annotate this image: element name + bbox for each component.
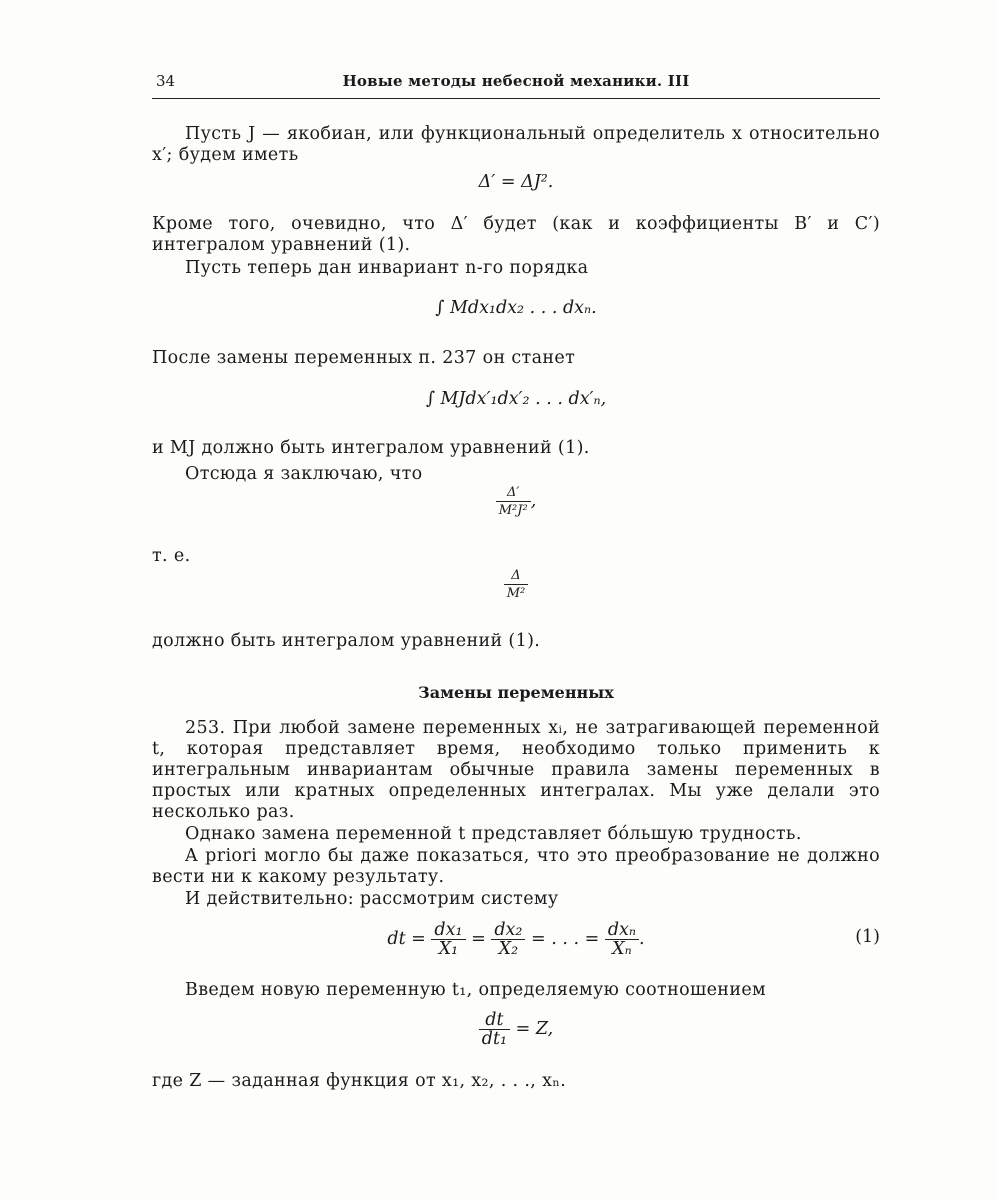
formula-ratio-delta [152, 567, 880, 602]
paragraph-section-253: 253. При любой замене переменных xᵢ, не затрагивающей переменной t, которая представляет время, необходимо только применить к интегральным инвариантам обычные правила замены переменных в простых или кратных определенных интегралах. Мы уже делали это несколько раз. [152, 718, 880, 822]
formula-ellipsis: = . . . = [531, 929, 600, 949]
fraction-denominator: X₂ [498, 939, 519, 959]
running-title: Новые методы небесной механики. III [342, 72, 690, 90]
page-number: 34 [156, 72, 176, 90]
paragraph-difficulty: Однако замена переменной t представляет бо́льшую трудность. [185, 824, 802, 844]
fraction-denominator: Xₙ [612, 939, 632, 959]
formula-equals: = [471, 929, 486, 949]
equation-number: (1) [855, 927, 880, 947]
formula-tail: = Z, [515, 1019, 554, 1039]
fraction-delta [504, 567, 529, 602]
formula-punctuation: . [639, 929, 645, 949]
paragraph-new-variable: Введем новую переменную t₁, определяемую соотношением [185, 980, 767, 1000]
formula-punctuation: , [530, 491, 537, 511]
fraction-dx2-x2 [491, 921, 525, 958]
paragraph-after-change: После замены переменных п. 237 он станет [152, 348, 576, 368]
paragraph-ie: т. е. [152, 546, 191, 566]
paragraph-invariant: Пусть теперь дан инвариант n-го порядка [185, 258, 589, 278]
paragraph-consider-system: И действительно: рассмотрим систему [185, 889, 559, 909]
paragraph-mj-integral: и MJ должно быть интегралом уравнений (1). [152, 438, 590, 458]
fraction-denominator: M² [506, 586, 526, 601]
fraction-dxn-xn [605, 921, 639, 958]
section-heading: Замены переменных [418, 683, 614, 702]
fraction-denominator: dt₁ [481, 1029, 508, 1049]
fraction-dx1-x1 [431, 921, 465, 958]
paragraph-must-be-integral: должно быть интегралом уравнений (1). [152, 631, 541, 651]
fraction-dt-dt1 [479, 1011, 510, 1048]
formula-transformed-integral: ∫ MJdx′₁dx′₂ . . . dx′ₙ, [425, 389, 607, 409]
formula-lead: dt = [387, 929, 426, 949]
fraction-numerator: dt [479, 1011, 510, 1030]
paragraph-delta-integral: Кроме того, очевидно, что Δ′ будет (как и коэффициенты B′ и C′) интегралом уравнений (1). [152, 214, 880, 255]
paragraph-z-function: где Z — заданная функция от x₁, x₂, . . ., xₙ. [152, 1071, 567, 1091]
formula-delta-prime: Δ′ = ΔJ². [478, 172, 554, 192]
fraction-delta-prime [496, 484, 531, 519]
fraction-denominator: X₁ [438, 939, 459, 959]
fraction-numerator: dx₂ [491, 921, 525, 940]
running-head [152, 72, 880, 99]
paragraph-a-priori: A priori могло бы даже показаться, что это преобразование не должно вести ни к какому результату. [152, 846, 880, 887]
fraction-denominator: M²J² [498, 503, 528, 518]
formula-system-1 [152, 921, 880, 958]
fraction-numerator: Δ [504, 567, 529, 585]
formula-ratio-delta-prime [152, 484, 880, 519]
fraction-numerator: dx₁ [431, 921, 465, 940]
fraction-numerator: dxₙ [605, 921, 639, 940]
paragraph-conclude: Отсюда я заключаю, что [185, 464, 423, 484]
paragraph-jacobian: Пусть J — якобиан, или функциональный определитель x относительно x′; будем иметь [152, 124, 880, 165]
formula-invariant-integral: ∫ Mdx₁dx₂ . . . dxₙ. [435, 298, 597, 318]
fraction-numerator: Δ′ [496, 484, 531, 502]
formula-dt-dt1 [152, 1011, 880, 1048]
